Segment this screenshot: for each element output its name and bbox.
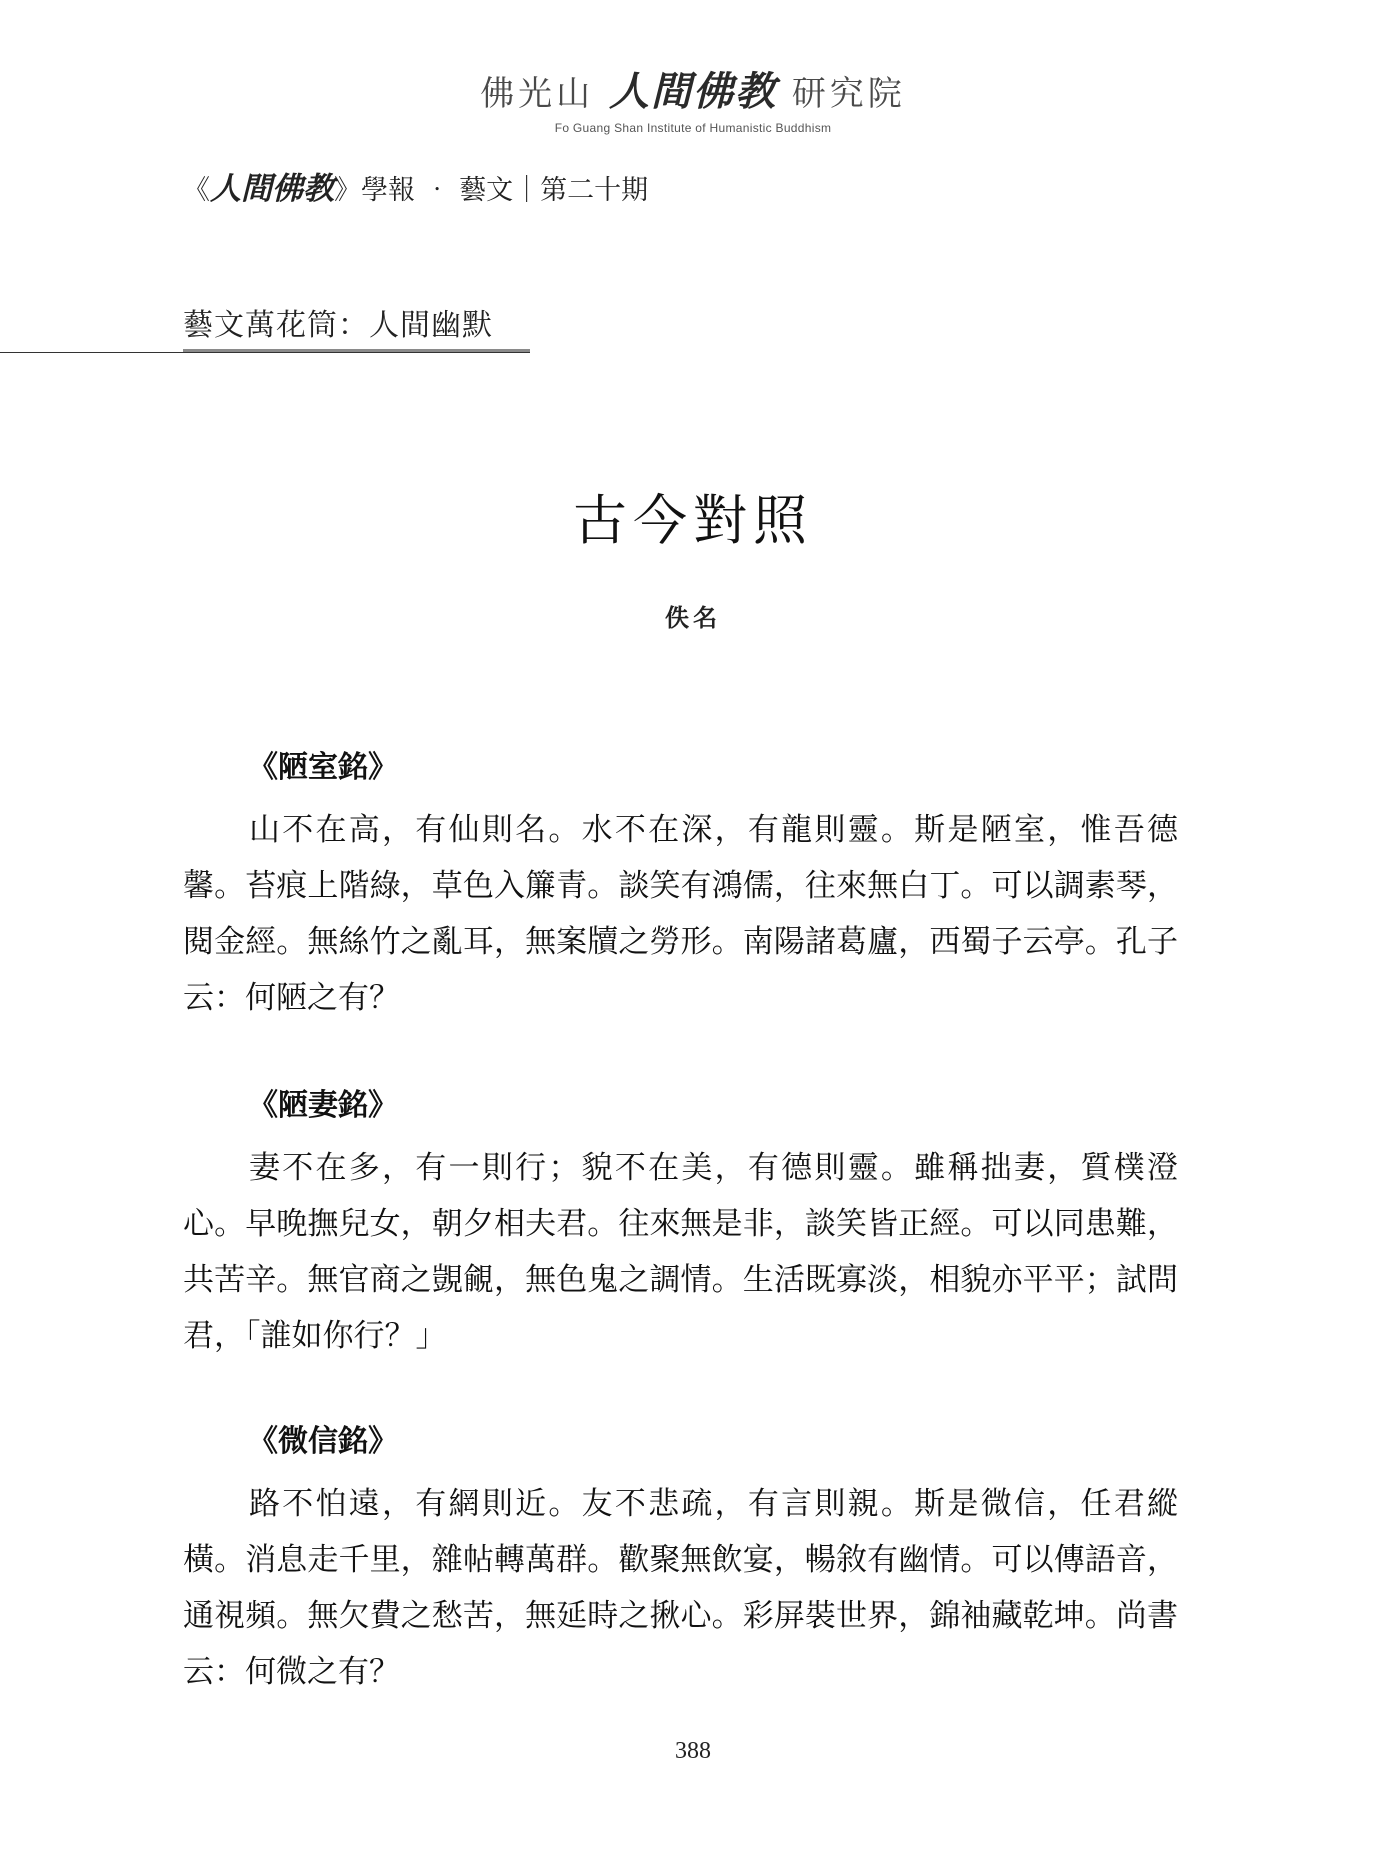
article-title: 古今對照 bbox=[573, 489, 813, 552]
institute-suffix: 研究院 bbox=[791, 74, 906, 114]
column-underline-bar bbox=[183, 349, 530, 352]
journal-running-head bbox=[183, 163, 648, 208]
section-wei-xin-ming bbox=[183, 1416, 1178, 1700]
section-heading: 《微信銘》 bbox=[248, 1424, 398, 1459]
section-body: 山不在高，有仙則名。水不在深，有龍則靈。斯是陋室，惟吾德馨。苔痕上階綠，草色入簾青。談笑有鴻儒，往來無白丁。可以調素琴，閱金經。無絲竹之亂耳，無案牘之勞形。南陽諸葛廬，西蜀子云亭。孔子云：何陋之有？ bbox=[183, 812, 1178, 1016]
institute-header bbox=[0, 60, 1386, 135]
section-body: 妻不在多，有一則行；貌不在美，有德則靈。雖稱拙妻，質樸澄心。早晚撫兒女，朝夕相夫君。往來無是非，談笑皆正經。可以同患難，共苦辛。無官商之覬覦，無色鬼之調情。生活既寡淡，相貌亦平平；試問君，「誰如你行？」 bbox=[183, 1150, 1178, 1354]
section-heading: 《陋妻銘》 bbox=[248, 1088, 398, 1123]
article-author: 佚名 bbox=[665, 603, 721, 632]
column-label: 藝文萬花筒：人間幽默 bbox=[183, 308, 493, 343]
institute-calligraphy-logo: 人間佛教 bbox=[609, 68, 777, 115]
column-divider-line bbox=[0, 352, 530, 353]
section-body: 路不怕遠，有網則近。友不悲疏，有言則親。斯是微信，任君縱橫。消息走千里，雜帖轉萬群。歡聚無飲宴，暢敘有幽情。可以傳語音，通視頻。無欠費之愁苦，無延時之揪心。彩屏裝世界，錦袖藏乾坤。尚書云：何微之有？ bbox=[183, 1486, 1178, 1690]
page-number: 388 bbox=[675, 1738, 711, 1764]
institute-english-name: Fo Guang Shan Institute of Humanistic Buddhism bbox=[554, 121, 832, 135]
journal-calligraphy-title: 人間佛教 bbox=[210, 171, 334, 207]
section-lou-qi-ming bbox=[183, 1080, 1178, 1364]
journal-open-bracket: 《 bbox=[183, 175, 210, 206]
institute-name bbox=[0, 60, 1386, 117]
section-heading: 《陋室銘》 bbox=[248, 750, 398, 785]
section-lou-shi-ming bbox=[183, 742, 1178, 1026]
institute-prefix: 佛光山 bbox=[480, 74, 595, 114]
journal-issue-info: 》學報 ‧ 藝文｜第二十期 bbox=[334, 175, 649, 206]
